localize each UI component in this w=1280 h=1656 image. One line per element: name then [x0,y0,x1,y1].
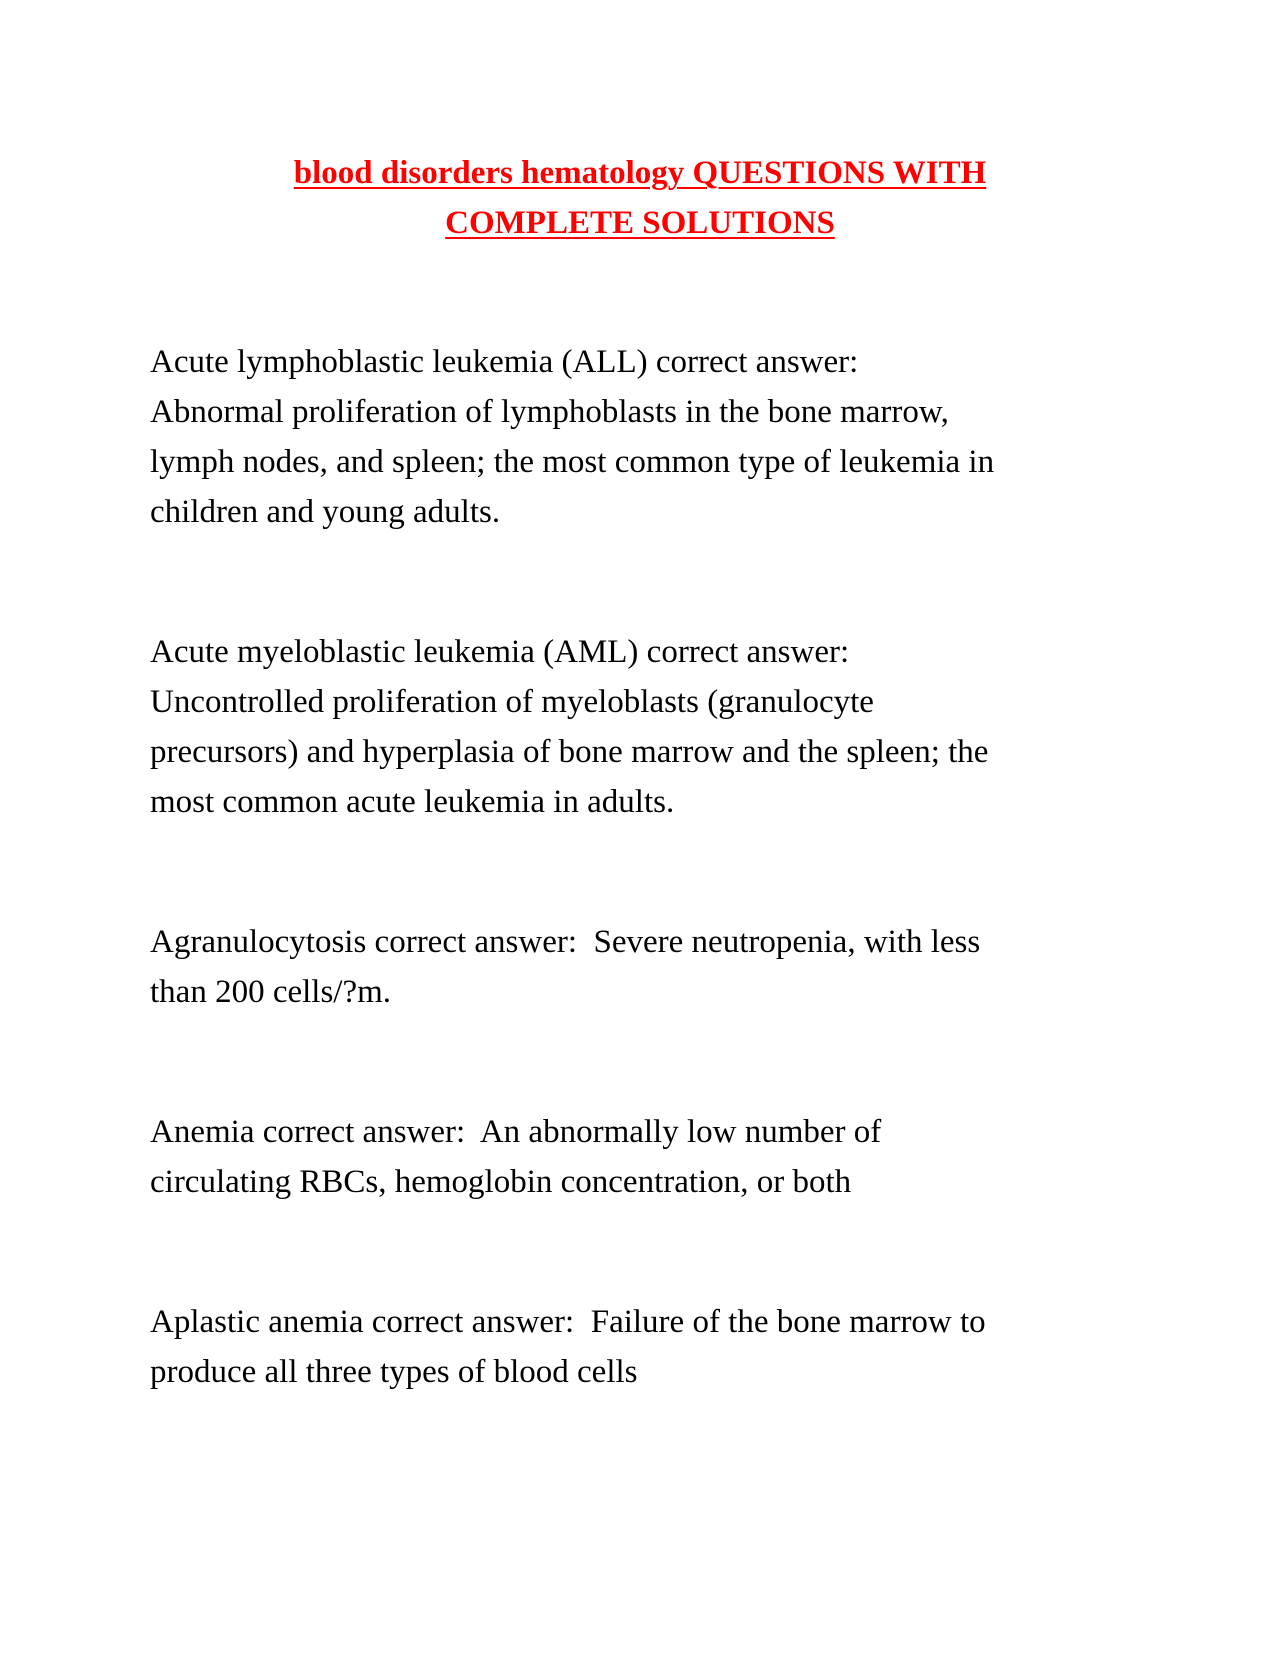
entry-line: Agranulocytosis correct answer: Severe neutropenia, with less [150,924,981,960]
qa-entry-aplastic-anemia [150,1297,1130,1397]
entry-line: Uncontrolled proliferation of myeloblasts (granulocyte [150,684,874,720]
entry-line: Aplastic anemia correct answer: Failure of the bone marrow to [150,1304,986,1340]
entry-line: than 200 cells/?m. [150,974,392,1010]
qa-entry-aml [150,627,1130,827]
entry-line: Abnormal proliferation of lymphoblasts in the bone marrow, [150,394,949,430]
qa-entry-agranulocytosis [150,917,1130,1017]
entry-line: children and young adults. [150,494,501,530]
entry-line: produce all three types of blood cells [150,1354,638,1390]
entry-line: circulating RBCs, hemoglobin concentration, or both [150,1164,852,1200]
entry-line: lymph nodes, and spleen; the most common type of leukemia in [150,444,995,480]
title-line: blood disorders hematology QUESTIONS WITH [293,155,987,191]
entry-line: Acute myeloblastic leukemia (AML) correct answer: [150,634,850,670]
title-line: COMPLETE SOLUTIONS [445,205,835,241]
entry-line: Acute lymphoblastic leukemia (ALL) correct answer: [150,344,859,380]
qa-entry-anemia [150,1107,1130,1207]
entry-line: most common acute leukemia in adults. [150,784,675,820]
entry-line: precursors) and hyperplasia of bone marrow and the spleen; the [150,734,989,770]
entry-line: Anemia correct answer: An abnormally low number of [150,1114,882,1150]
qa-entry-all [150,337,1130,537]
document-title [150,148,1130,248]
